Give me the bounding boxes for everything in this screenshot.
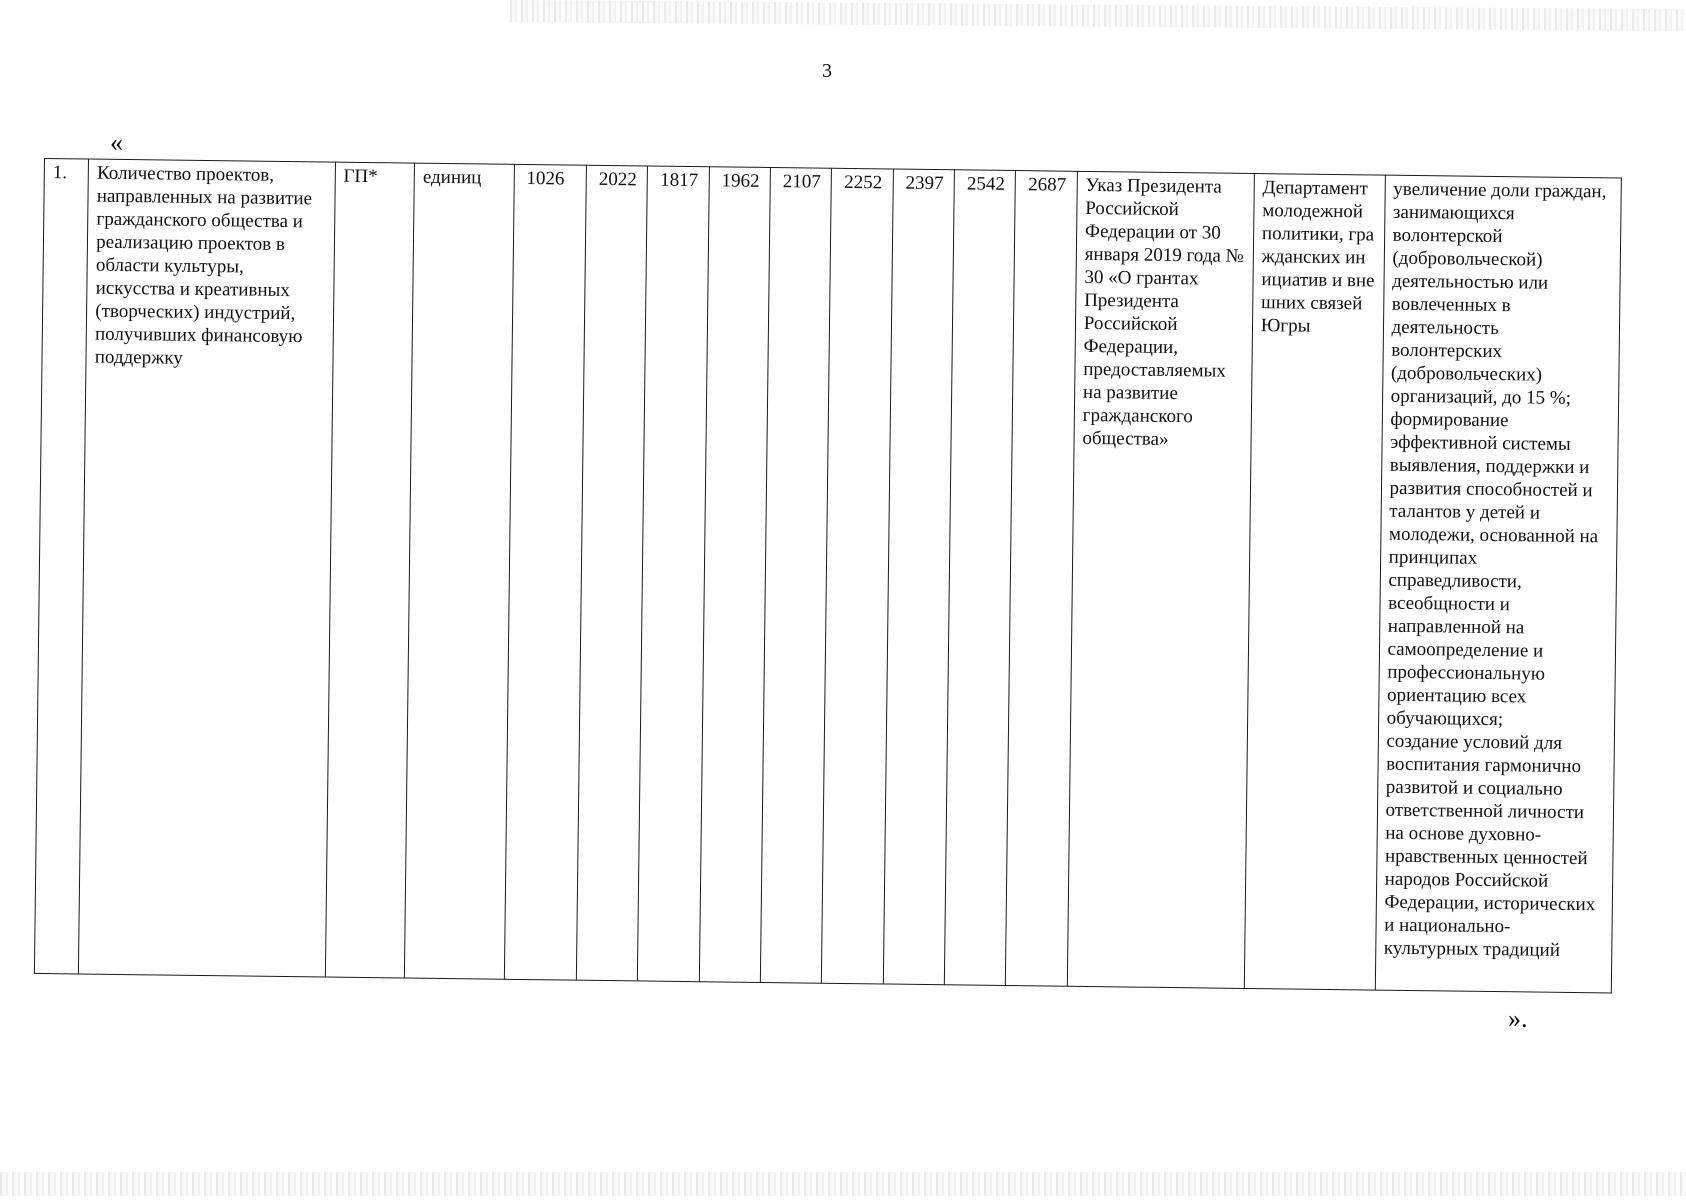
year-value-cell: 2252 [822, 168, 893, 984]
year-value-cell: 2542 [944, 170, 1015, 986]
scan-edge-bottom [0, 1172, 1686, 1196]
indicator-table-container [34, 158, 1622, 993]
page-number: 3 [822, 60, 832, 82]
indicator-type-cell: ГП* [325, 162, 415, 978]
scan-edge-top [510, 0, 1686, 31]
indicator-table [34, 158, 1622, 993]
row-index-cell: 1. [34, 159, 88, 974]
year-value-cell: 1962 [699, 167, 770, 983]
year-value-cell: 2107 [760, 168, 831, 984]
indicator-name-cell: Количество проектов, направленных на развитие гражданского общества и реализацию проектов в области культуры, искусства и креативных (творческих) индустрий, получивших финансовую поддержку [79, 159, 335, 977]
year-value-cell: 2397 [883, 169, 954, 985]
unit-cell: единиц [404, 163, 514, 979]
responsible-body-cell: Департамент молодежной политики, гражданских инициатив и внешних связей Югры [1244, 173, 1385, 990]
closing-quote-mark: ». [1508, 1004, 1528, 1033]
source-document-cell: Указ Президента Российской Федерации от 30 января 2019 года № 30 «О грантах Президента Российской Федерации, предоставляемых на развитие гражданского общества» [1067, 171, 1254, 988]
year-value-cell: 1817 [638, 166, 709, 982]
year-value-cell: 2687 [1006, 171, 1077, 987]
opening-quote-mark: « [110, 128, 123, 157]
base-value-cell: 1026 [504, 164, 586, 980]
year-value-cell: 2022 [576, 165, 647, 981]
table-row [34, 159, 1621, 993]
goal-description-cell: увеличение доли граждан, занимающихся волонтерской (добровольческой) деятельностью или вовлеченных в деятельность волонтерских (добровольческих) организаций, до 15 %; формирование эффективной системы выявления, поддержки и развития способностей и талантов у детей и молодежи, основанной на принципах справедливости, всеобщности и направленной на самоопределение и профессиональную ориентацию всех обучающихся; создание условий для воспитания гармонично развитой и социально ответственной личности на основе духовно-нравственных ценностей народов Российской Федерации, исторических и национально-культурных традиций [1375, 175, 1622, 993]
